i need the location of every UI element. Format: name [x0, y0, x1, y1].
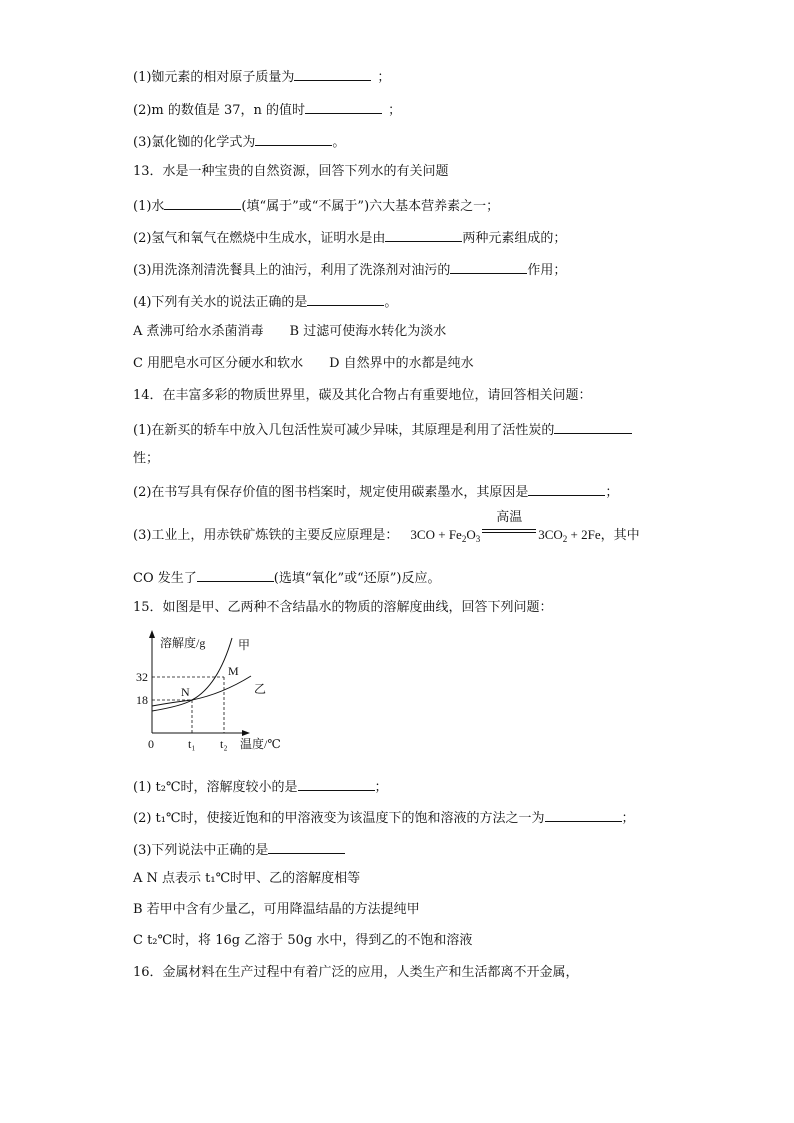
q15-option-c[interactable]: C t₂℃时，将 16g 乙溶于 50g 水中，得到乙的不饱和溶液: [133, 933, 473, 948]
q15-title: 15．如图是甲、乙两种不含结晶水的物质的溶解度曲线，回答下列问题：: [133, 600, 553, 615]
x-tick-t2: t₂: [220, 737, 228, 751]
answer-blank[interactable]: [255, 131, 332, 146]
q15-p2-b: ；: [621, 811, 635, 826]
point-m-label: M: [228, 664, 239, 678]
q13-option-b[interactable]: B 过滤可使海水转化为淡水: [289, 324, 447, 339]
q14-p3-a: (3)工业上，用赤铁矿炼铁的主要反应原理是：: [133, 528, 399, 543]
q13-option-a[interactable]: A 煮沸可给水杀菌消毒: [133, 324, 264, 339]
q13-p4-a: (4)下列有关水的说法正确的是: [133, 295, 308, 310]
answer-blank[interactable]: [554, 419, 632, 434]
eq-right-1: 3CO: [538, 527, 563, 542]
condition-equals-sign: [482, 509, 536, 539]
q13-line-4: [133, 291, 397, 312]
series-yi-curve: [152, 676, 251, 706]
q15-line-3: [133, 839, 345, 860]
q15-option-b[interactable]: B 若甲中含有少量乙，可用降温结晶的方法提纯甲: [133, 902, 420, 917]
q14-p2-b: ；: [605, 485, 619, 500]
q15-option-a[interactable]: A N 点表示 t₁℃时甲、乙的溶解度相等: [133, 871, 361, 886]
q12-p2-text: (2)m 的数值是 37，n 的值时: [133, 103, 306, 118]
answer-blank[interactable]: [528, 481, 605, 496]
q13-options-row-2: [133, 355, 474, 373]
q15-line-1: [133, 776, 388, 797]
y-tick-32: 32: [136, 670, 148, 684]
q13-options-row-1: [133, 323, 446, 341]
eq-condition: 高温: [496, 509, 523, 524]
y-axis-label: 溶解度/g: [160, 636, 206, 650]
q15-p1-b: ；: [374, 780, 388, 795]
q16-title: 16．金属材料在生产过程中有着广泛的应用，人类生产和生活都离不开金属，: [133, 965, 579, 980]
q12-p3-end: 。: [332, 135, 346, 150]
x-tick-t1: t₁: [188, 737, 196, 751]
eq-right-2: + 2Fe: [567, 527, 601, 542]
q13-p3-a: (3)用洗涤剂清洗餐具上的油污，利用了洗涤剂对油污的: [133, 263, 451, 278]
q12-line-3: [133, 131, 345, 152]
q15-p2-a: (2) t₁℃时，使接近饱和的甲溶液变为该温度下的饱和溶液的方法之一为: [133, 811, 545, 826]
origin-label: 0: [148, 737, 154, 751]
q13-p2-a: (2)氢气和氧气在燃烧中生成水，证明水是由: [133, 231, 386, 246]
q12-p2-end: ；: [388, 103, 402, 118]
q13-line-3: [133, 259, 566, 280]
q13-p2-b: 两种元素组成的；: [462, 231, 567, 246]
q14-p3-c: CO 发生了: [133, 571, 197, 586]
q15-p3-text: (3)下列说法中正确的是: [133, 843, 269, 858]
q14-p2-a: (2)在书写具有保存价值的图书档案时，规定使用碳素墨水，其原因是: [133, 485, 529, 500]
answer-blank[interactable]: [298, 776, 375, 791]
answer-blank[interactable]: [305, 99, 382, 114]
answer-blank[interactable]: [545, 807, 622, 822]
q12-line-2: [133, 99, 401, 120]
series-yi-label: 乙: [254, 682, 267, 696]
q14-line-2: [133, 481, 618, 502]
point-n-label: N: [181, 685, 190, 699]
q15-line-2: [133, 807, 635, 828]
q12-p1-end: ；: [377, 70, 391, 85]
q15-p1-a: (1) t₂℃时，溶解度较小的是: [133, 780, 298, 795]
x-axis-label: 温度/℃: [240, 737, 281, 751]
q13-line-2: [133, 227, 566, 248]
q13-p1-b: (填“属于”或“不属于”)六大基本营养素之一；: [241, 199, 500, 214]
q12-p1-text: (1)铷元素的相对原子质量为: [133, 70, 295, 85]
x-axis-arrow: [242, 730, 250, 736]
q12-p3-text: (3)氯化铷的化学式为: [133, 135, 256, 150]
q14-line-3: [133, 509, 640, 545]
answer-blank[interactable]: [307, 291, 384, 306]
eq-left: 3CO + Fe: [410, 527, 462, 542]
q14-p3-b: ，其中: [600, 528, 640, 543]
q13-line-1: [133, 195, 499, 216]
q13-p4-b: 。: [384, 295, 398, 310]
q14-line-1b: 性；: [133, 451, 160, 466]
y-axis-arrow: [149, 630, 155, 638]
q12-line-1: [133, 66, 390, 87]
answer-blank[interactable]: [268, 839, 345, 854]
solubility-chart: [134, 628, 304, 752]
q14-line-1: [133, 419, 632, 440]
q13-option-c[interactable]: C 用肥皂水可区分硬水和软水: [133, 356, 304, 371]
q14-p1-a: (1)在新买的轿车中放入几包活性炭可减少异味，其原理是利用了活性炭的: [133, 423, 555, 438]
q13-title: 13．水是一种宝贵的自然资源，回答下列水的有关问题: [133, 164, 449, 179]
q13-p1-a: (1)水: [133, 199, 165, 214]
answer-blank[interactable]: [450, 259, 527, 274]
y-tick-18: 18: [136, 693, 148, 707]
q14-title: 14．在丰富多彩的物质世界里，碳及其化合物占有重要地位，请回答相关问题：: [133, 388, 592, 403]
answer-blank[interactable]: [294, 66, 371, 81]
answer-blank[interactable]: [197, 567, 274, 582]
answer-blank[interactable]: [385, 227, 462, 242]
equation: $3CO + Fe_2O_3$ 高温 $3CO_2 + 2Fe$: [410, 509, 601, 544]
q14-p3-d: (选填“氧化”或“还原”)反应。: [273, 571, 441, 586]
q13-p3-b: 作用；: [527, 263, 567, 278]
q14-line-4: [133, 567, 440, 588]
series-jia-label: 甲: [238, 638, 251, 652]
answer-blank[interactable]: [164, 195, 241, 210]
q13-option-d[interactable]: D 自然界中的水都是纯水: [329, 356, 474, 371]
